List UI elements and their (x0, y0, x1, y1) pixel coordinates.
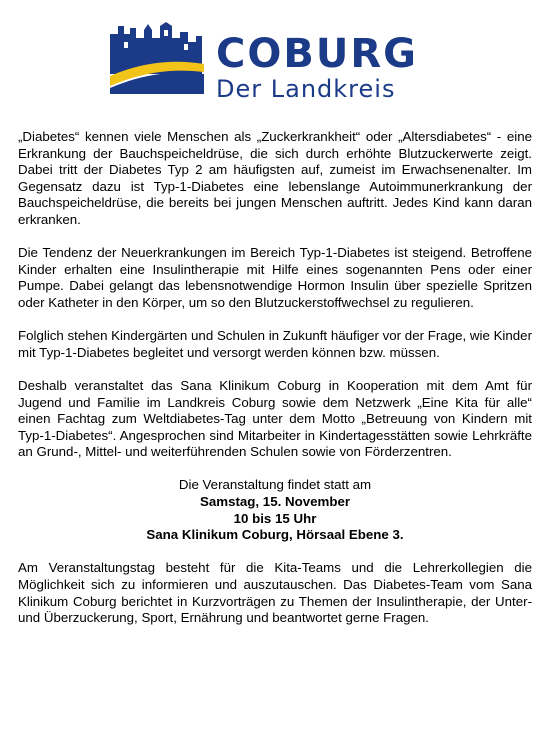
event-place: Sana Klinikum Coburg, Hörsaal Ebene 3. (146, 527, 404, 543)
paragraph-closing: Am Veranstaltungstag besteht für die Kita-Teams und die Lehrerkollegien die Möglichkeit sich zu informieren und auszutauschen. Das Diabetes-Team vom Sana Klinikum Coburg berichtet in Kurzvorträgen zu Themen der Insulintherapie, der Unter- und Überzuckerung, Sport, Ernährung und beantwortet gerne Fragen. (18, 560, 532, 626)
logo-subtitle: Der Landkreis (216, 75, 396, 103)
event-time: 10 bis 15 Uhr (233, 510, 317, 526)
document-body (18, 129, 532, 643)
paragraph-trend: Die Tendenz der Neuerkrankungen im Bereich Typ-1-Diabetes ist steigend. Betroffene Kinder erhalten eine Insulintherapie mit Hilfe eines sogenannten Pens oder einer Pumpe. Dabei gelangt das lebensnotwendige Hormon Insulin über spezielle Spritzen oder Katheter in den Körper, um so den Blutzuckerstoffwechsel zu regulieren. (18, 245, 532, 310)
event-intro: Die Veranstaltung findet statt am (178, 477, 372, 493)
paragraph-event-description: Deshalb veranstaltet das Sana Klinikum Coburg in Kooperation mit dem Amt für Jugend und Familie im Landkreis Coburg sowie dem Netzwerk „Eine Kita für alle“ einen Fachtag zum Weltdiabetes-Tag unter dem Motto „Betreuung von Kindern mit Typ-1-Diabetes“. Angesprochen sind Mitarbeiter in Kindertagesstätten sowie Lehrkräfte an Grund-, Mittel- und weiterführenden Schulen sowie von Förderzentren. (18, 377, 532, 460)
coburg-castle-emblem-icon (108, 14, 208, 104)
logo-name: COBURG (216, 31, 418, 77)
event-details (18, 477, 532, 543)
paragraph-question: Folglich stehen Kindergärten und Schulen in Zukunft häufiger vor der Frage, wie Kinder mit Typ-1-Diabetes begleitet und versorgt werden können bzw. müssen. (18, 328, 532, 360)
event-date: Samstag, 15. November (199, 494, 351, 510)
paragraph-intro: „Diabetes“ kennen viele Menschen als „Zuckerkrankheit“ oder „Altersdiabetes“ - eine Erkrankung der Bauchspeicheldrüse, die sich durch erhöhte Blutzuckerwerte zeigt. Dabei tritt der Diabetes Typ 2 am häufigsten auf, zumeist im Erwachsenenalter. Im Gegensatz dazu ist Typ-1-Diabetes eine lebenslange Autoimmunerkrankung der Bauchspeicheldrüse, die bereits bei jungen Menschen auftritt. Jedes Kind kann daran erkranken. (18, 129, 532, 227)
coburg-logo (108, 14, 438, 104)
